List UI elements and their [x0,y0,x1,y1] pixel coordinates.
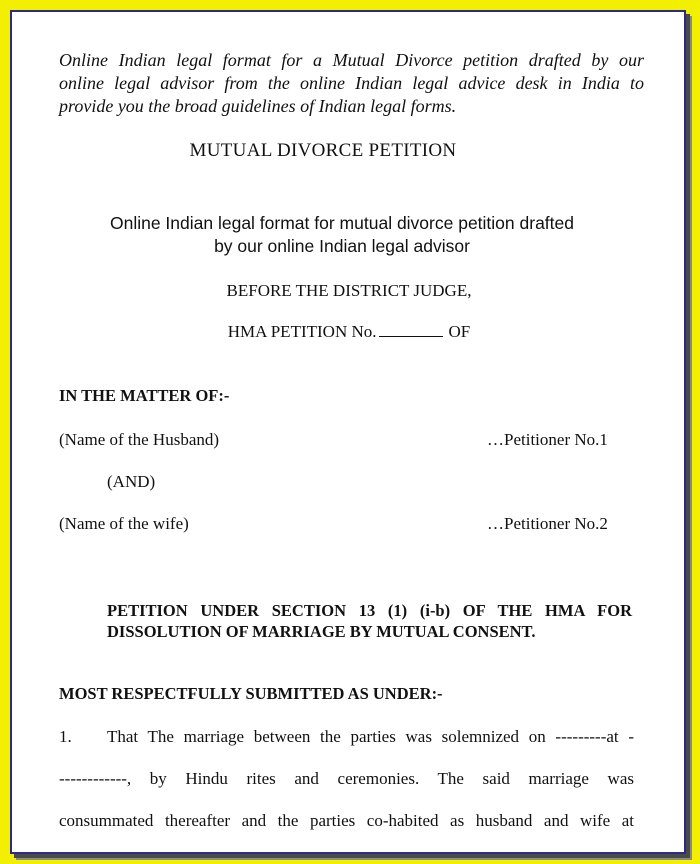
intro-line: Online Indian legal format for a Mutual Divorce petition drafted by our [59,50,644,70]
document-title: MUTUAL DIVORCE PETITION [189,140,457,161]
hma-prefix: HMA PETITION No. [227,322,377,341]
document-frame [10,10,686,854]
petitioner-1-label: …Petitioner No.1 [487,430,608,449]
petition-number-blank [379,322,443,337]
submitted-heading: MOST RESPECTFULLY SUBMITTED AS UNDER:- [59,684,443,703]
paragraph-line: ------------, by Hindu rites and ceremonies. The said marriage was [59,769,634,788]
hma-petition-number [12,322,686,342]
paragraph-text: That The marriage between the parties was solemnized on ---------at - [107,727,634,746]
paragraph-number: 1. [59,727,72,746]
document-page [12,12,684,852]
intro-line: provide you the broad guidelines of Indian legal forms. [59,96,457,116]
document-subtitle [12,212,672,258]
court-heading: BEFORE THE DISTRICT JUDGE, [226,281,472,300]
intro-line: online legal advisor from the online Indian legal advice desk in India to [59,73,644,93]
intro-paragraph [59,49,644,118]
and-separator: (AND) [107,472,156,491]
subtitle-line: by our online Indian legal advisor [214,236,470,256]
husband-name-placeholder: (Name of the Husband) [59,430,220,449]
paragraph-line: consummated thereafter and the parties co-habited as husband and wife at [59,811,634,830]
section-heading [107,600,632,642]
subtitle-line: Online Indian legal format for mutual divorce petition drafted [109,213,574,233]
petitioner-2-label: …Petitioner No.2 [487,514,608,533]
wife-name-placeholder: (Name of the wife) [59,514,189,533]
in-the-matter-heading: IN THE MATTER OF:- [59,386,230,405]
hma-suffix: OF [448,322,471,341]
section-heading-line: DISSOLUTION OF MARRIAGE BY MUTUAL CONSENT. [107,622,536,641]
section-heading-line: PETITION UNDER SECTION 13 (1) (i-b) OF THE HMA FOR [107,601,632,620]
